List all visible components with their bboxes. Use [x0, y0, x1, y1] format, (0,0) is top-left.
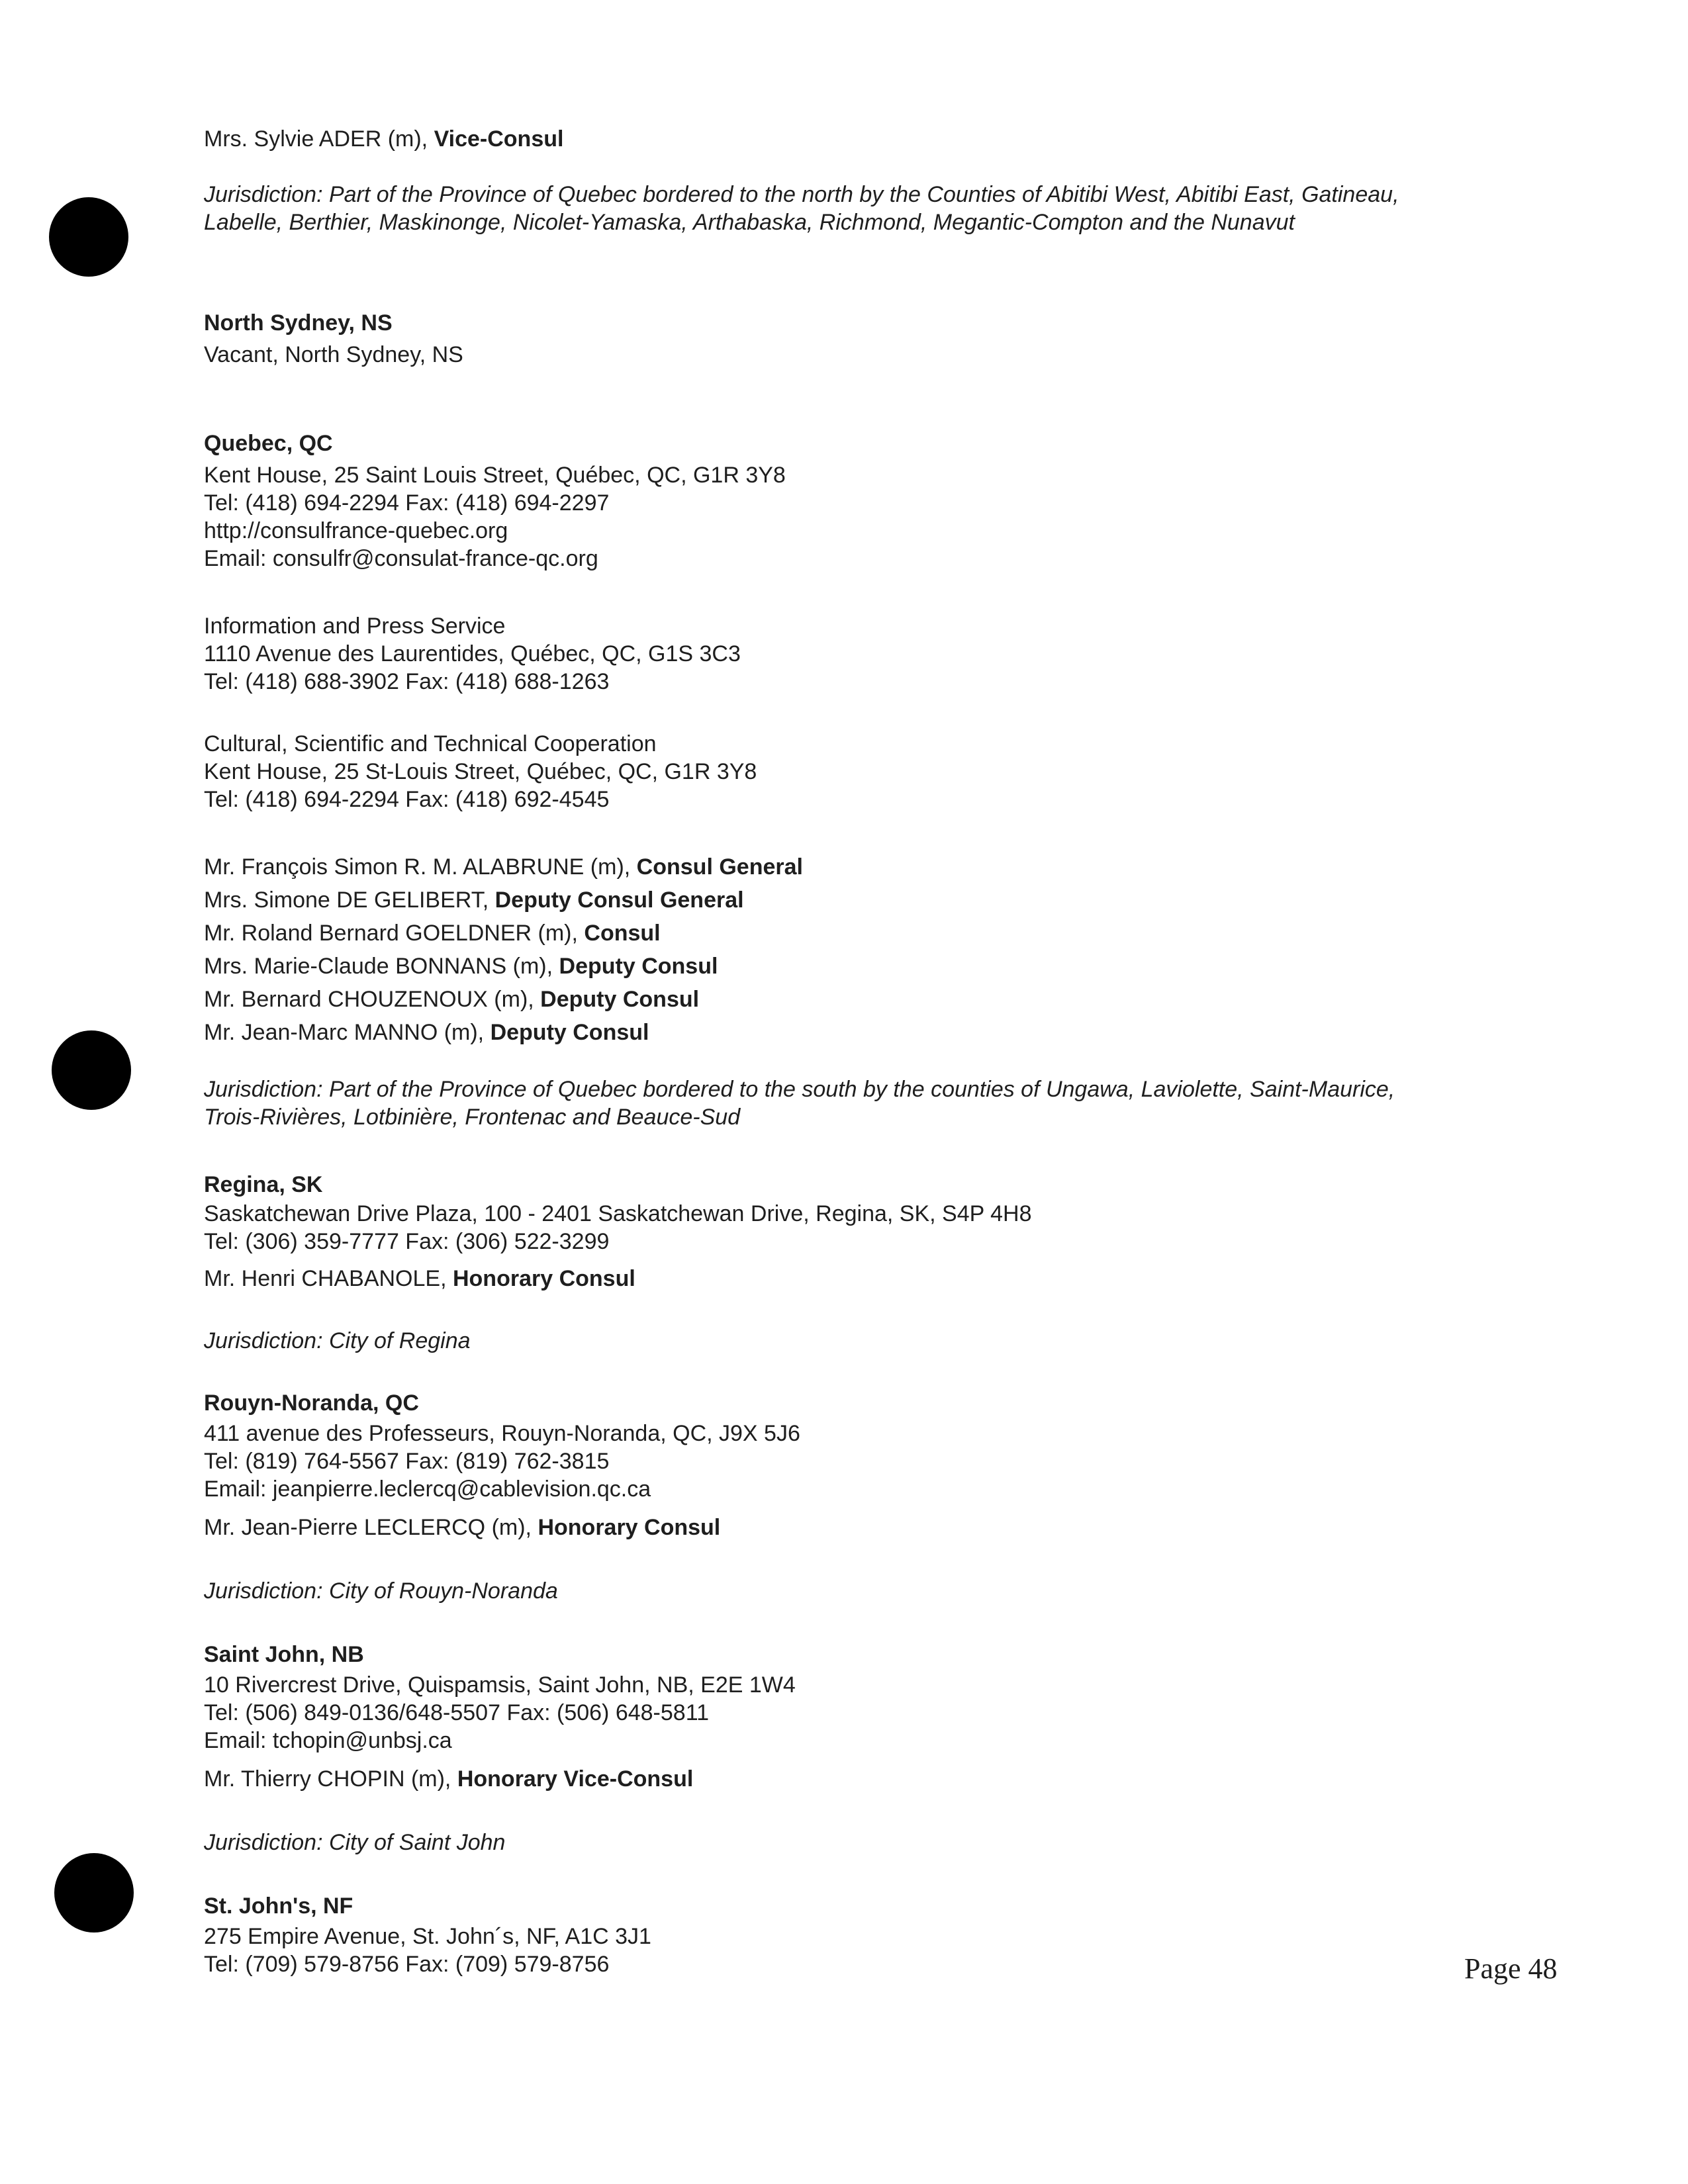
jurisdiction-text: Jurisdiction: City of Regina: [204, 1328, 471, 1353]
section-heading-quebec: Quebec, QC: [204, 431, 333, 456]
address-line: 10 Rivercrest Drive, Quispamsis, Saint John, NB, E2E 1W4: [204, 1672, 796, 1698]
address-line: Kent House, 25 Saint Louis Street, Québec, QC, G1R 3Y8: [204, 463, 786, 488]
section-heading-regina: Regina, SK: [204, 1172, 323, 1197]
punch-hole-middle: [52, 1030, 131, 1110]
punch-hole-top: [49, 197, 128, 277]
jurisdiction-text: Labelle, Berthier, Maskinonge, Nicolet-Yamaska, Arthabaska, Richmond, Megantic-Compton and the Nunavut: [204, 210, 1295, 235]
tel-line: Tel: (418) 688-3902 Fax: (418) 688-1263: [204, 669, 610, 694]
staff-line: Mr. Bernard CHOUZENOUX (m), Deputy Consul: [204, 987, 700, 1012]
address-line: Saskatchewan Drive Plaza, 100 - 2401 Saskatchewan Drive, Regina, SK, S4P 4H8: [204, 1201, 1032, 1226]
staff-line: Mr. Jean-Pierre LECLERCQ (m), Honorary Consul: [204, 1515, 721, 1540]
tel-line: Tel: (418) 694-2294 Fax: (418) 694-2297: [204, 490, 610, 516]
tel-line: Tel: (506) 849-0136/648-5507 Fax: (506) 648-5811: [204, 1700, 709, 1725]
tel-line: Tel: (819) 764-5567 Fax: (819) 762-3815: [204, 1449, 610, 1474]
section-heading-st-johns: St. John's, NF: [204, 1893, 353, 1919]
section-heading-north-sydney: North Sydney, NS: [204, 310, 393, 336]
tel-line: Tel: (418) 694-2294 Fax: (418) 692-4545: [204, 787, 610, 812]
staff-line: Mr. Thierry CHOPIN (m), Honorary Vice-Consul: [204, 1766, 694, 1792]
address-line: Kent House, 25 St-Louis Street, Québec, QC, G1R 3Y8: [204, 759, 757, 784]
staff-line: Mr. Roland Bernard GOELDNER (m), Consul: [204, 921, 661, 946]
jurisdiction-text: Jurisdiction: City of Saint John: [204, 1830, 506, 1855]
jurisdiction-text: Jurisdiction: Part of the Province of Quebec bordered to the south by the counties of Ungawa, Laviolette, Saint-Maurice,: [204, 1077, 1395, 1102]
staff-line: Mr. François Simon R. M. ALABRUNE (m), Consul General: [204, 854, 803, 880]
punch-hole-bottom: [54, 1853, 134, 1933]
address-line: 1110 Avenue des Laurentides, Québec, QC, G1S 3C3: [204, 641, 741, 666]
tel-line: Tel: (306) 359-7777 Fax: (306) 522-3299: [204, 1229, 610, 1254]
staff-line: Mr. Henri CHABANOLE, Honorary Consul: [204, 1266, 635, 1291]
jurisdiction-text: Jurisdiction: City of Rouyn-Noranda: [204, 1578, 558, 1604]
email-line[interactable]: Email: jeanpierre.leclercq@cablevision.qc.ca: [204, 1477, 651, 1502]
staff-line: Mrs. Marie-Claude BONNANS (m), Deputy Consul: [204, 954, 718, 979]
staff-line: Mrs. Simone DE GELIBERT, Deputy Consul General: [204, 887, 744, 913]
email-line[interactable]: Email: consulfr@consulat-france-qc.org: [204, 546, 598, 571]
jurisdiction-text: Jurisdiction: Part of the Province of Quebec bordered to the north by the Counties of Abitibi West, Abitibi East, Gatineau,: [204, 182, 1399, 207]
vacant-line: Vacant, North Sydney, NS: [204, 342, 463, 367]
email-line[interactable]: Email: tchopin@unbsj.ca: [204, 1728, 452, 1753]
staff-line: Mrs. Sylvie ADER (m), Vice-Consul: [204, 126, 564, 152]
address-line: 275 Empire Avenue, St. John´s, NF, A1C 3J1: [204, 1924, 651, 1949]
office-name: Cultural, Scientific and Technical Cooperation: [204, 731, 657, 756]
jurisdiction-text: Trois-Rivières, Lotbinière, Frontenac and Beauce-Sud: [204, 1105, 741, 1130]
section-heading-rouyn-noranda: Rouyn-Noranda, QC: [204, 1390, 419, 1416]
address-line: 411 avenue des Professeurs, Rouyn-Noranda, QC, J9X 5J6: [204, 1421, 800, 1446]
office-name: Information and Press Service: [204, 614, 506, 639]
tel-line: Tel: (709) 579-8756 Fax: (709) 579-8756: [204, 1952, 610, 1977]
web-link[interactable]: http://consulfrance-quebec.org: [204, 518, 508, 543]
staff-line: Mr. Jean-Marc MANNO (m), Deputy Consul: [204, 1020, 649, 1045]
section-heading-saint-john: Saint John, NB: [204, 1642, 364, 1667]
page-number: Page 48: [1464, 1952, 1558, 1985]
